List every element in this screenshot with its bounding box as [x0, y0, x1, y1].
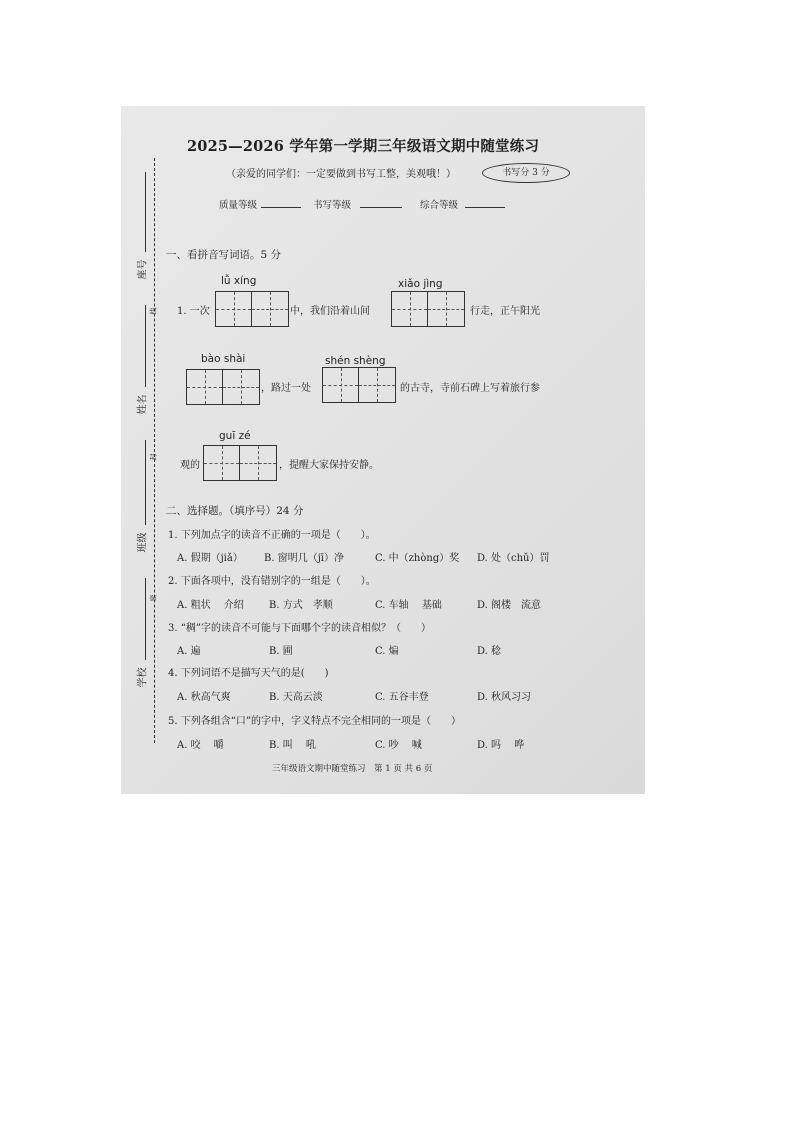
section2-heading: 二、选择题。（填序号）24 分: [166, 505, 304, 517]
question-4-option-d[interactable]: D. 秋风习习: [477, 692, 532, 703]
question-4-option-c[interactable]: C. 五谷丰登: [375, 692, 429, 703]
q1-text-b: 中，我们沿着山间: [290, 306, 370, 317]
overall-grade-label: 综合等级: [420, 200, 459, 211]
answer-grid-4[interactable]: [322, 367, 396, 403]
question-5-option-a[interactable]: A. 咬 嚼: [177, 740, 224, 751]
binding-mark-secret: 密: [149, 594, 158, 602]
question-1-option-b[interactable]: B. 窗明几（jī）净: [264, 553, 345, 564]
question-1-option-a[interactable]: A. 假期（jiǎ）: [177, 553, 243, 564]
question-4-option-b[interactable]: B. 天高云淡: [269, 692, 323, 703]
question-1-option-c[interactable]: C. 中（zhòng）奖: [375, 553, 460, 564]
question-2-option-b[interactable]: B. 方式 孝顺: [269, 600, 333, 611]
answer-grid-1[interactable]: [215, 291, 289, 327]
question-5-option-b[interactable]: B. 叫 吼: [269, 740, 316, 751]
question-1-stem: 1. 下列加点字的读音不正确的一项是（ ）。: [168, 530, 376, 541]
question-5-option-d[interactable]: D. 吗 哗: [477, 740, 525, 751]
binding-mark-seal: 封: [149, 453, 158, 461]
binding-dashed-line: [154, 158, 155, 743]
page-title: 2025—2026 学年第一学期三年级语文期中随堂练习: [187, 138, 540, 155]
overall-grade-field[interactable]: [465, 207, 505, 208]
writing-grade-label: 书写等级: [313, 200, 352, 211]
question-4-option-a[interactable]: A. 秋高气爽: [177, 692, 231, 703]
school-label: 学校: [137, 667, 149, 688]
question-4-stem: 4. 下列词语不是描写天气的是( ): [168, 668, 329, 679]
seat-label: 座号: [137, 259, 149, 280]
answer-grid-3[interactable]: [186, 369, 260, 405]
question-3-option-c[interactable]: C. 煸: [375, 646, 399, 657]
question-2-option-d[interactable]: D. 阁楼 流意: [477, 600, 542, 611]
question-5-stem: 5. 下列各组含“口”的字中，字义特点不完全相同的一项是（ ）: [168, 716, 461, 727]
quality-grade-label: 质量等级: [219, 200, 258, 211]
question-2-option-a[interactable]: A. 粗状 介绍: [177, 600, 244, 611]
q1-text-d: ，路过一处: [261, 383, 311, 394]
question-3-stem: 3. “稠”字的读音不可能与下面哪个字的读音相似？（ ）: [168, 623, 431, 634]
binding-mark-line: 线: [149, 307, 158, 315]
pinyin-2: xiǎo jìng: [398, 278, 443, 290]
name-field[interactable]: [145, 305, 146, 387]
question-1-option-d[interactable]: D. 处（chǔ）罚: [477, 553, 550, 564]
pinyin-1: lǚ xíng: [221, 275, 257, 287]
pinyin-5: guī zé: [219, 430, 251, 442]
class-label: 班级: [137, 532, 149, 553]
section1-heading: 一、看拼音写词语。5 分: [166, 249, 282, 261]
q1-text-g: ，提醒大家保持安静。: [279, 460, 379, 471]
school-field[interactable]: [145, 578, 146, 660]
pinyin-4: shén shèng: [325, 355, 386, 367]
q1-text-c: 行走，正午阳光: [470, 306, 540, 317]
question-3-option-b[interactable]: B. 圃: [269, 646, 293, 657]
class-field[interactable]: [145, 440, 146, 525]
seat-field[interactable]: [145, 172, 146, 252]
answer-grid-2[interactable]: [391, 291, 465, 327]
writing-grade-field[interactable]: [360, 207, 402, 208]
pinyin-3: bào shài: [201, 353, 246, 365]
page-subtitle: （亲爱的同学们：一定要做到书写工整，美观哦！）: [226, 169, 456, 180]
question-3-option-d[interactable]: D. 稔: [477, 646, 502, 657]
writing-score-badge: 书写分 3 分: [482, 163, 570, 183]
q1-text-e: 的古寺，寺前石碑上写着旅行参: [400, 383, 540, 394]
q1-text-f: 观的: [180, 460, 200, 471]
quality-grade-field[interactable]: [261, 207, 301, 208]
question-2-stem: 2. 下面各项中，没有错别字的一组是（ ）。: [168, 576, 376, 587]
answer-grid-5[interactable]: [203, 445, 277, 481]
question-2-option-c[interactable]: C. 车轴 基础: [375, 600, 442, 611]
question-5-option-c[interactable]: C. 吵 喊: [375, 740, 422, 751]
name-label: 姓名: [137, 394, 149, 415]
page-footer: 三年级语文期中随堂练习 第 1 页 共 6 页: [272, 764, 433, 774]
q1-text-a: 1. 一次: [177, 306, 210, 317]
question-3-option-a[interactable]: A. 遍: [177, 646, 201, 657]
